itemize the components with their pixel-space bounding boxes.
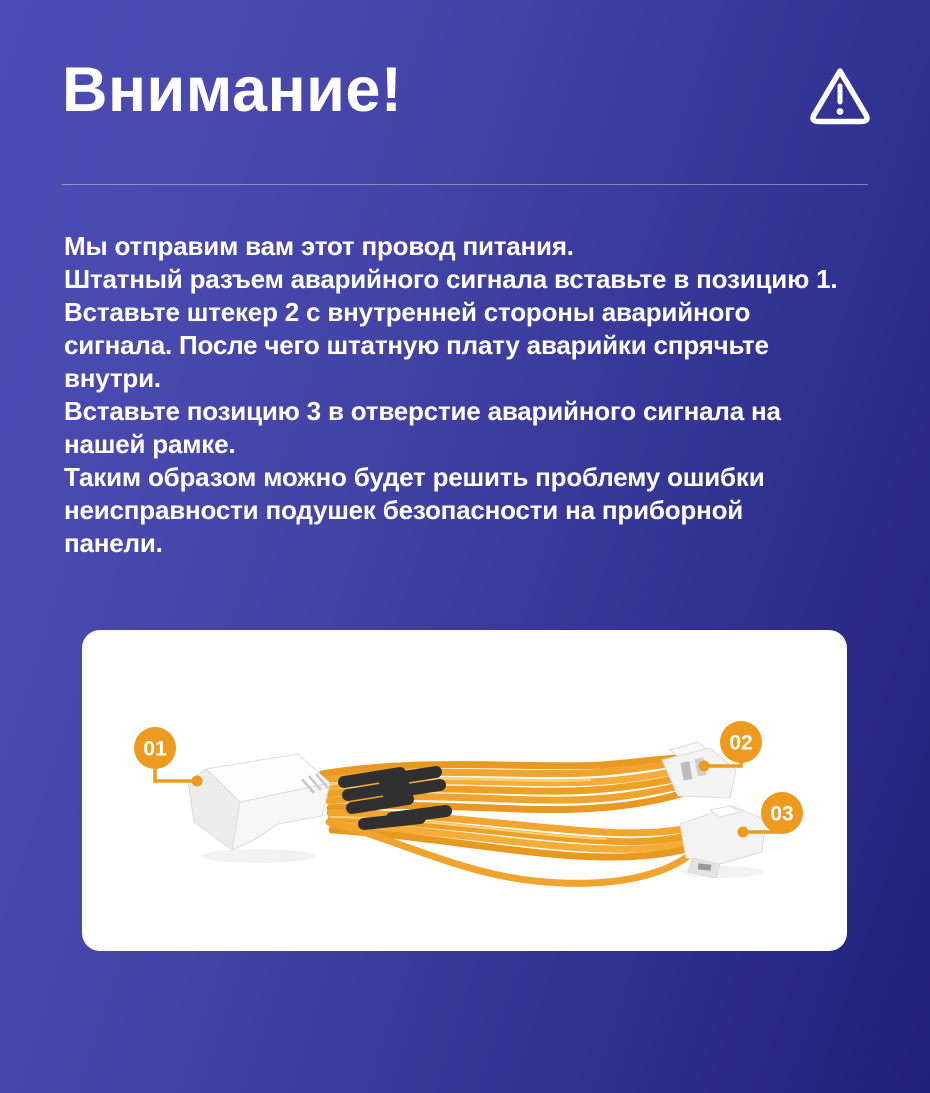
callout-badge-01 [134,727,203,787]
wiring-harness-photo [82,630,847,951]
body-text [64,230,874,560]
callout-badge-02 [699,721,763,772]
body-text-line: Штатный разъем аварийного сигнала вставьте в позицию 1. [64,264,838,294]
badge-label: 03 [770,802,794,826]
body-text-line: внутри. [64,363,161,393]
body-text-line: панели. [64,528,163,558]
badge-label: 02 [729,731,753,755]
body-text-line: Мы отправим вам этот провод питания. [64,231,574,261]
body-text-line: Вставьте штекер 2 с внутренней стороны аварийного [64,297,751,327]
page-title: Внимание! [62,55,403,125]
body-text-line: сигнала. После чего штатную плату аварийки спрячьте [64,330,769,360]
body-text-line: Вставьте позицию 3 в отверстие аварийного сигнала на [64,396,781,426]
header [0,0,930,128]
body-text-line: Таким образом можно будет решить проблему ошибки [64,462,765,492]
body-text-line: неисправности подушек безопасности на приборной [64,495,744,525]
product-card [82,630,847,951]
divider [62,184,868,185]
warning-triangle-icon [807,64,873,128]
badge-label: 01 [143,737,167,761]
body-text-line: нашей рамке. [64,429,236,459]
left-connector [188,754,330,850]
